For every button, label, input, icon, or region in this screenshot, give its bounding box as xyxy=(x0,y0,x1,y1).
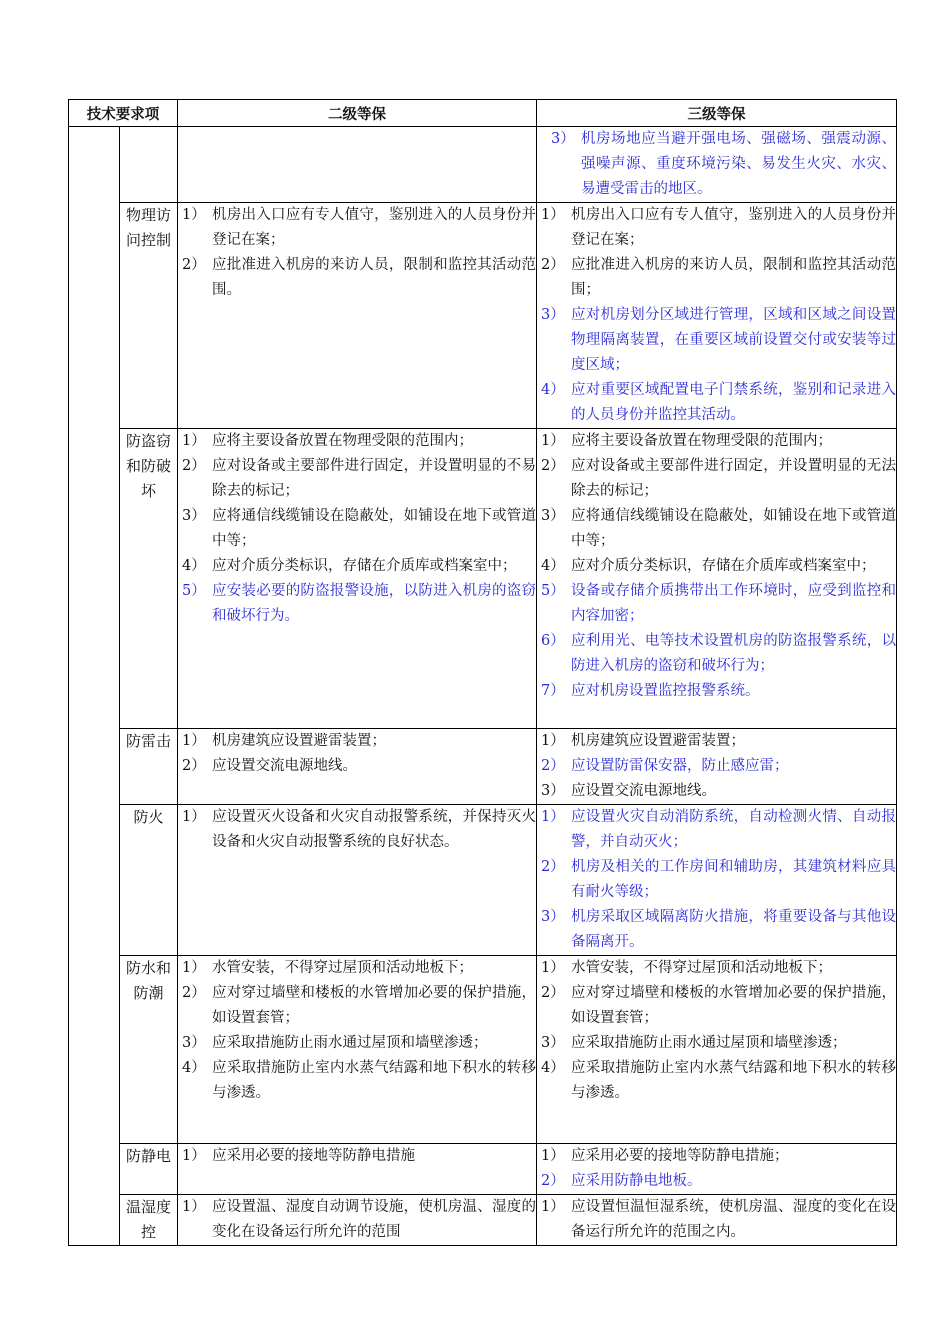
item-number: 3） xyxy=(182,1035,206,1051)
requirement-item xyxy=(537,554,896,579)
item-text: 应设置温、湿度自动调节设施，使机房温、湿度的变化在设备运行所允许的范围 xyxy=(212,1199,536,1240)
item-number: 3） xyxy=(551,131,575,147)
requirement-item xyxy=(178,579,536,629)
item-number: 1） xyxy=(541,433,565,449)
requirement-item xyxy=(537,855,896,905)
item-number: 3） xyxy=(541,909,565,925)
item-number: 1） xyxy=(541,1199,565,1215)
item-text: 机房建筑应设置避雷装置； xyxy=(212,733,386,749)
table-row xyxy=(69,203,897,429)
level2-cell xyxy=(178,127,537,203)
table-row xyxy=(69,1144,897,1195)
item-text: 应采用防静电地板。 xyxy=(571,1173,702,1189)
table-row xyxy=(69,956,897,1144)
item-text: 应将主要设备放置在物理受限的范围内； xyxy=(212,433,473,449)
category-cell: 防火 xyxy=(120,805,178,956)
level3-cell xyxy=(537,429,897,729)
requirement-item xyxy=(178,203,536,253)
requirement-item xyxy=(547,127,896,202)
category-cell xyxy=(120,127,178,203)
item-text: 应对介质分类标识，存储在介质库或档案室中； xyxy=(571,558,876,574)
item-text: 应将主要设备放置在物理受限的范围内； xyxy=(571,433,832,449)
requirement-item xyxy=(178,554,536,579)
item-number: 1） xyxy=(541,207,565,223)
item-number: 1） xyxy=(541,960,565,976)
requirement-item xyxy=(178,1031,536,1056)
item-text: 应对穿过墙壁和楼板的水管增加必要的保护措施，如设置套管； xyxy=(212,985,536,1026)
requirement-item xyxy=(537,629,896,679)
item-number: 2） xyxy=(541,758,565,774)
requirement-item xyxy=(537,805,896,855)
item-number: 3） xyxy=(182,508,206,524)
item-text: 应将通信线缆铺设在隐蔽处，如铺设在地下或管道中等； xyxy=(212,508,536,549)
item-number: 1） xyxy=(182,809,206,825)
requirement-item xyxy=(178,504,536,554)
item-text: 应对设备或主要部件进行固定，并设置明显的不易除去的标记； xyxy=(212,458,536,499)
level3-cell xyxy=(537,203,897,429)
item-text: 应设置交流电源地线。 xyxy=(571,783,716,799)
requirement-item xyxy=(178,1195,536,1245)
item-text: 应采取措施防止室内水蒸气结露和地下积水的转移与渗透。 xyxy=(571,1060,896,1101)
item-text: 应设置防雷保安器，防止感应雷； xyxy=(571,758,789,774)
requirement-item xyxy=(537,1056,896,1106)
item-text: 应对重要区域配置电子门禁系统，鉴别和记录进入的人员身份并监控其活动。 xyxy=(571,382,896,423)
table-row xyxy=(69,127,897,203)
item-text: 应设置恒温恒湿系统，使机房温、湿度的变化在设备运行所允许的范围之内。 xyxy=(571,1199,896,1240)
requirement-item xyxy=(178,981,536,1031)
requirement-item xyxy=(178,454,536,504)
requirement-item xyxy=(537,203,896,253)
level2-cell xyxy=(178,429,537,729)
requirement-item xyxy=(178,956,536,981)
item-number: 1） xyxy=(182,433,206,449)
item-text: 应对机房划分区域进行管理，区域和区域之间设置物理隔离装置，在重要区域前设置交付或安装等过度区域； xyxy=(571,307,896,373)
item-text: 应采取措施防止雨水通过屋顶和墙壁渗透； xyxy=(571,1035,847,1051)
item-number: 3） xyxy=(541,508,565,524)
requirement-item xyxy=(537,1169,896,1194)
category-cell: 防静电 xyxy=(120,1144,178,1195)
item-number: 5） xyxy=(182,583,206,599)
item-text: 应设置灭火设备和火灾自动报警系统，并保持灭火设备和火灾自动报警系统的良好状态。 xyxy=(212,809,536,850)
table-row xyxy=(69,1195,897,1246)
item-number: 4） xyxy=(541,1060,565,1076)
requirement-item xyxy=(178,805,536,855)
item-number: 2） xyxy=(541,257,565,273)
item-text: 应批准进入机房的来访人员，限制和监控其活动范围。 xyxy=(212,257,536,298)
header-level2: 二级等保 xyxy=(178,100,537,127)
item-number: 1） xyxy=(541,733,565,749)
header-row xyxy=(69,100,897,127)
category-cell: 防雷击 xyxy=(120,729,178,805)
item-number: 2） xyxy=(541,859,565,875)
requirement-item xyxy=(178,1056,536,1106)
requirement-item xyxy=(537,1144,896,1169)
level3-cell xyxy=(537,956,897,1144)
item-number: 4） xyxy=(182,558,206,574)
group-label-cell xyxy=(69,127,120,1246)
requirement-item xyxy=(537,579,896,629)
level2-cell xyxy=(178,203,537,429)
level2-cell xyxy=(178,1195,537,1246)
item-text: 应采取措施防止雨水通过屋顶和墙壁渗透； xyxy=(212,1035,488,1051)
category-cell: 温湿度控 xyxy=(120,1195,178,1246)
item-number: 2） xyxy=(541,1173,565,1189)
item-text: 水管安装，不得穿过屋顶和活动地板下； xyxy=(571,960,832,976)
requirement-item xyxy=(537,1031,896,1056)
requirement-item xyxy=(537,679,896,704)
item-text: 设备或存储介质携带出工作环境时，应受到监控和内容加密； xyxy=(571,583,896,624)
requirement-item xyxy=(537,454,896,504)
table-row xyxy=(69,729,897,805)
item-number: 1） xyxy=(182,1148,206,1164)
category-cell: 防盗窃和防破坏 xyxy=(120,429,178,729)
requirement-item xyxy=(178,253,536,303)
item-number: 6） xyxy=(541,633,565,649)
item-text: 应采用必要的接地等防静电措施； xyxy=(571,1148,789,1164)
item-text: 机房及相关的工作房间和辅助房，其建筑材料应具有耐火等级； xyxy=(571,859,896,900)
table-row xyxy=(69,429,897,729)
item-text: 应利用光、电等技术设置机房的防盗报警系统，以防进入机房的盗窃和破坏行为； xyxy=(571,633,896,674)
level3-cell xyxy=(537,1144,897,1195)
item-number: 4） xyxy=(541,558,565,574)
item-text: 机房场地应当避开强电场、强磁场、强震动源、强噪声源、重度环境污染、易发生火灾、水灾、易遭受雷击的地区。 xyxy=(581,131,896,197)
header-level3: 三级等保 xyxy=(537,100,897,127)
requirement-item xyxy=(537,779,896,804)
category-cell: 防水和防潮 xyxy=(120,956,178,1144)
item-text: 机房出入口应有专人值守，鉴别进入的人员身份并登记在案； xyxy=(571,207,896,248)
level2-cell xyxy=(178,729,537,805)
requirement-item xyxy=(178,754,536,779)
requirement-item xyxy=(537,981,896,1031)
level2-cell xyxy=(178,805,537,956)
requirement-item xyxy=(537,754,896,779)
requirements-table xyxy=(68,99,897,1246)
requirements-body xyxy=(69,127,897,1246)
category-cell: 物理访问控制 xyxy=(120,203,178,429)
level3-cell xyxy=(537,729,897,805)
requirement-item xyxy=(537,429,896,454)
item-text: 机房建筑应设置避雷装置； xyxy=(571,733,745,749)
level3-cell xyxy=(537,1195,897,1246)
item-text: 应采用必要的接地等防静电措施 xyxy=(212,1148,415,1164)
item-text: 水管安装，不得穿过屋顶和活动地板下； xyxy=(212,960,473,976)
item-number: 1） xyxy=(182,207,206,223)
item-number: 1） xyxy=(541,1148,565,1164)
requirement-item xyxy=(537,253,896,303)
requirement-item xyxy=(537,378,896,428)
level2-cell xyxy=(178,956,537,1144)
item-text: 应采取措施防止室内水蒸气结露和地下积水的转移与渗透。 xyxy=(212,1060,536,1101)
level3-cell xyxy=(537,127,897,203)
requirement-item xyxy=(537,729,896,754)
item-number: 1） xyxy=(541,809,565,825)
requirement-item xyxy=(178,729,536,754)
requirement-item xyxy=(537,1195,896,1245)
item-text: 应对穿过墙壁和楼板的水管增加必要的保护措施，如设置套管； xyxy=(571,985,896,1026)
item-text: 机房出入口应有专人值守，鉴别进入的人员身份并登记在案； xyxy=(212,207,536,248)
item-text: 应设置火灾自动消防系统，自动检测火情、自动报警，并自动灭火； xyxy=(571,809,896,850)
item-number: 7） xyxy=(541,683,565,699)
item-text: 应将通信线缆铺设在隐蔽处，如铺设在地下或管道中等； xyxy=(571,508,896,549)
item-number: 3） xyxy=(541,783,565,799)
item-number: 3） xyxy=(541,307,565,323)
requirement-item xyxy=(537,956,896,981)
item-number: 1） xyxy=(182,733,206,749)
item-text: 应安装必要的防盗报警设施，以防进入机房的盗窃和破坏行为。 xyxy=(212,583,536,624)
item-number: 2） xyxy=(182,985,206,1001)
requirement-item xyxy=(178,429,536,454)
item-text: 应对设备或主要部件进行固定，并设置明显的无法除去的标记； xyxy=(571,458,896,499)
item-number: 4） xyxy=(182,1060,206,1076)
item-text: 应对机房设置监控报警系统。 xyxy=(571,683,760,699)
header-item: 技术要求项 xyxy=(69,100,178,127)
level2-cell xyxy=(178,1144,537,1195)
level3-cell xyxy=(537,805,897,956)
item-number: 5） xyxy=(541,583,565,599)
item-number: 1） xyxy=(182,1199,206,1215)
requirement-item xyxy=(537,303,896,378)
item-number: 1） xyxy=(182,960,206,976)
item-text: 应对介质分类标识，存储在介质库或档案室中； xyxy=(212,558,517,574)
item-number: 2） xyxy=(182,257,206,273)
item-number: 2） xyxy=(541,985,565,1001)
item-number: 3） xyxy=(541,1035,565,1051)
requirement-item xyxy=(537,504,896,554)
item-text: 应设置交流电源地线。 xyxy=(212,758,357,774)
item-number: 4） xyxy=(541,382,565,398)
requirement-item xyxy=(537,905,896,955)
table-row xyxy=(69,805,897,956)
item-number: 2） xyxy=(541,458,565,474)
requirement-item xyxy=(178,1144,536,1169)
item-number: 2） xyxy=(182,758,206,774)
item-text: 机房采取区域隔离防火措施，将重要设备与其他设备隔离开。 xyxy=(571,909,896,950)
item-number: 2） xyxy=(182,458,206,474)
item-text: 应批准进入机房的来访人员，限制和监控其活动范围； xyxy=(571,257,896,298)
